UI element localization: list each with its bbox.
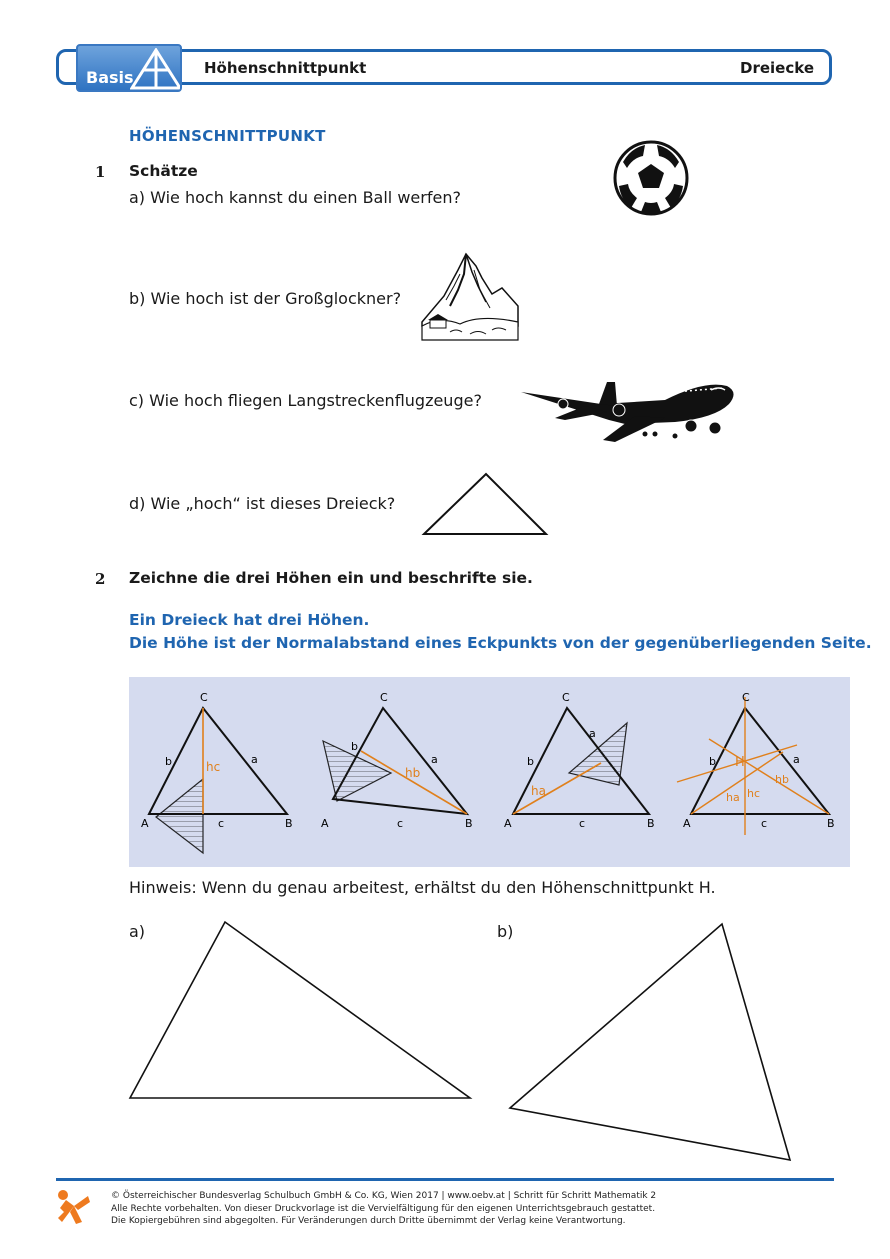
example-triangle-all-heights [677, 691, 835, 835]
label-a-2: a [431, 753, 438, 766]
label-A-2: A [321, 817, 329, 830]
label-b-3: b [527, 755, 534, 768]
label-ha-4: ha [726, 791, 740, 804]
exercise-label-b: b) [497, 922, 514, 941]
example-panel [129, 677, 850, 867]
header-title: Höhenschnittpunkt [204, 59, 367, 77]
task1-item-a: a) Wie hoch kannst du einen Ball werfen? [129, 188, 461, 207]
hint-text: Hinweis: Wenn du genau arbeitest, erhältst du den Höhenschnittpunkt H. [129, 878, 716, 897]
task2-number: 2 [95, 570, 106, 588]
exercise-triangle-b[interactable] [510, 924, 790, 1160]
footer-line-1: © Österreichischer Bundesverlag Schulbuch GmbH & Co. KG, Wien 2017 | www.oebv.at | Schritt für Schritt Mathematik 2 [111, 1191, 657, 1201]
task1-heading: Schätze [129, 162, 198, 180]
label-b-1: b [165, 755, 172, 768]
label-c-1: c [218, 817, 225, 830]
estimate-triangle [420, 470, 550, 538]
label-a-4: a [793, 753, 800, 766]
label-A-4: A [683, 817, 691, 830]
task2-heading: Zeichne die drei Höhen ein und beschrifte sie. [129, 569, 533, 587]
task1-item-d: d) Wie „hoch“ ist dieses Dreieck? [129, 494, 396, 513]
label-B-1: B [285, 817, 293, 830]
triangle-logo-icon [130, 48, 182, 90]
label-b-2: b [351, 740, 358, 753]
label-hb-2: hb [405, 766, 421, 780]
label-C-2: C [380, 691, 388, 704]
section-title: HÖHENSCHNITTPUNKT [129, 127, 326, 145]
label-B-3: B [647, 817, 655, 830]
logo-text: Basis [86, 68, 134, 87]
basis-logo [76, 44, 182, 92]
example-triangle-ha [504, 691, 655, 830]
label-c-3: c [579, 817, 586, 830]
height-examples-diagram [129, 677, 850, 867]
label-hb-4: hb [775, 773, 789, 786]
task1-number: 1 [95, 163, 106, 181]
exercise-triangles [120, 912, 840, 1168]
label-A-1: A [141, 817, 149, 830]
example-triangle-hb [321, 691, 473, 830]
label-B-2: B [465, 817, 473, 830]
soccer-ball-icon [613, 140, 689, 216]
task1-item-c: c) Wie hoch fliegen Langstreckenflugzeuge? [129, 391, 482, 410]
label-B-4: B [827, 817, 835, 830]
label-b-4: b [709, 755, 716, 768]
rule-line-1: Ein Dreieck hat drei Höhen. [129, 611, 370, 629]
footer-line [56, 1178, 834, 1181]
example-triangle-hc [141, 691, 293, 853]
label-c-2: c [397, 817, 404, 830]
mountain-illustration [420, 250, 520, 342]
publisher-logo-icon [56, 1188, 92, 1226]
footer-text [111, 1190, 656, 1228]
label-a-1: a [251, 753, 258, 766]
label-A-3: A [504, 817, 512, 830]
set-square-1 [156, 779, 203, 853]
task1-item-b: b) Wie hoch ist der Großglockner? [129, 289, 402, 308]
label-hc-1: hc [206, 760, 221, 774]
label-hc-4: hc [747, 787, 761, 800]
airplane-illustration [515, 370, 741, 444]
exercise-label-a: a) [129, 922, 146, 941]
label-C-4: C [742, 691, 750, 704]
rule-line-2: Die Höhe ist der Normalabstand eines Eckpunkts von der gegenüberliegenden Seite. [129, 634, 872, 652]
exercise-triangle-a[interactable] [130, 922, 470, 1098]
footer-line-2: Alle Rechte vorbehalten. Von dieser Druckvorlage ist die Vervielfältigung für den eigenen Unterrichtsgebrauch gestattet. [111, 1203, 656, 1214]
label-a-3: a [589, 727, 596, 740]
label-c-4: c [761, 817, 768, 830]
header-topic: Dreiecke [740, 59, 814, 77]
label-C-1: C [200, 691, 208, 704]
label-ha-3: ha [531, 784, 546, 798]
footer-line-3: Die Kopiergebühren sind abgegolten. Für Veränderungen durch Dritte übernimmt der Verlag keine Verantwortung. [111, 1216, 626, 1226]
label-H-4: H [735, 755, 745, 770]
label-C-3: C [562, 691, 570, 704]
